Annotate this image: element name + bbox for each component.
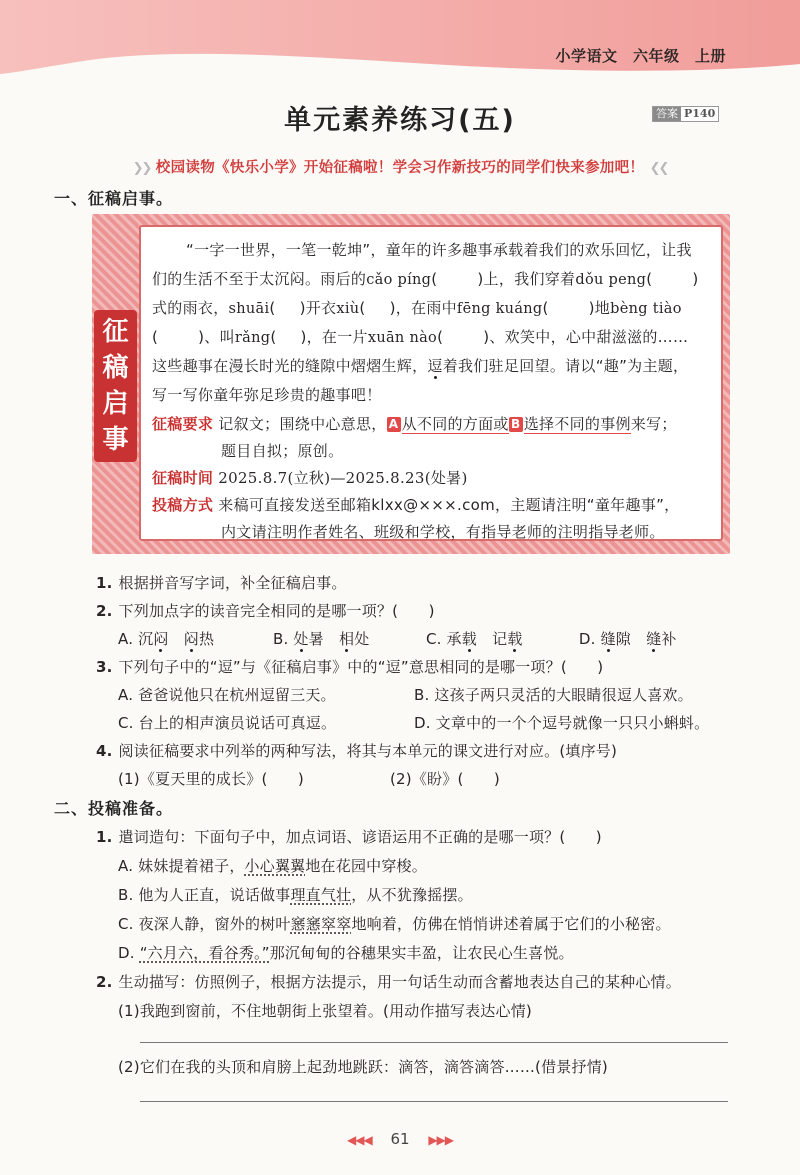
answer-line[interactable] bbox=[140, 1101, 728, 1102]
pinyin: xiù bbox=[336, 301, 360, 317]
time-label: 征稿时间 bbox=[152, 469, 214, 487]
notice-line: 们的生活不至于太沉闷。雨后的cǎo píng( )上，我们穿着dǒu peng( ) bbox=[152, 270, 699, 288]
chevron-left-icon: ❮❮ bbox=[649, 161, 668, 176]
pinyin: bèng tiào bbox=[610, 301, 682, 317]
question-2: 2. 生动描写：仿照例子，根据方法提示，用一句话生动而含蓄地表达自己的某种心情。 bbox=[96, 973, 681, 991]
answer-tag-label: 答案 bbox=[653, 107, 681, 121]
pinyin: fēng kuáng bbox=[456, 301, 543, 317]
header-label: 小学语文 六年级 上册 bbox=[555, 47, 726, 65]
option-c[interactable]: C. 台上的相声演员说话可真逗。 bbox=[118, 714, 337, 732]
method-a-badge: A bbox=[387, 417, 401, 432]
notice-line: 写一写你童年弥足珍贵的趣事吧！ bbox=[152, 386, 382, 404]
option-d[interactable]: D. 文章中的一个个逗号就像一只只小蝌蚪。 bbox=[414, 714, 710, 732]
side-char: 稿 bbox=[102, 353, 129, 383]
section-heading: 一、征稿启事。 bbox=[54, 189, 174, 208]
pinyin: shuāi bbox=[228, 301, 270, 317]
page-footer bbox=[0, 1130, 800, 1148]
submit-label: 投稿方式 bbox=[152, 496, 214, 514]
answer-page-ref: P140 bbox=[681, 107, 718, 121]
banner bbox=[0, 156, 800, 177]
notice-line: “一字一世界，一笔一乾坤”，童年的许多趣事承载着我们的欢乐回忆，让我 bbox=[186, 241, 692, 259]
answer-item[interactable]: (1)《夏天里的成长》( ) bbox=[118, 770, 304, 788]
requirements-line: 题目自拟；原创。 bbox=[221, 442, 344, 460]
dotted-word: “六月六，看谷秀。” bbox=[139, 944, 270, 962]
method-b-badge: B bbox=[509, 417, 523, 432]
side-char: 征 bbox=[102, 317, 129, 347]
dotted-word: 小心翼翼 bbox=[244, 857, 306, 875]
notice-line: 式的雨衣，shuāi( )开衣xiù( )，在雨中fēng kuáng( )地bèng tiào bbox=[152, 299, 682, 317]
page-title: 单元素养练习(五) bbox=[284, 105, 516, 136]
section-heading: 二、投稿准备。 bbox=[54, 799, 174, 818]
pinyin: dǒu peng bbox=[575, 272, 647, 288]
option-d[interactable]: D. “六月六，看谷秀。”那沉甸甸的谷穗果实丰盈，让农民心生喜悦。 bbox=[118, 944, 574, 962]
option-c[interactable]: C. 夜深人静，窗外的树叶窸窸窣窣地响着，仿佛在悄悄讲述着属于它们的小秘密。 bbox=[118, 915, 671, 933]
header-wave-shape bbox=[0, 0, 800, 80]
notice-line: ( )、叫rǎng( )，在一片xuān nào( )、欢笑中，心中甜滋滋的…… bbox=[152, 328, 689, 346]
dotted-char: 逗 bbox=[427, 357, 443, 375]
example-sentence: (1)我跑到窗前，不住地朝街上张望着。(用动作描写表达心情) bbox=[118, 1002, 532, 1020]
page-number: 61 bbox=[390, 1130, 410, 1148]
option-b[interactable]: B. 处暑 相处 bbox=[272, 630, 370, 648]
left-arrows-icon: ◀◀◀ bbox=[346, 1133, 372, 1147]
option-b[interactable]: B. 他为人正直，说话做事理直气壮，从不犹豫摇摆。 bbox=[118, 886, 473, 904]
answer-reference bbox=[652, 106, 719, 122]
question-2: 2. 下列加点字的读音完全相同的是哪一项？( ) bbox=[96, 602, 435, 620]
question-2-options bbox=[118, 628, 677, 649]
answer-item[interactable]: (2)《盼》( ) bbox=[390, 770, 500, 788]
dotted-word: 窸窸窣窣 bbox=[290, 915, 352, 933]
dotted-word: 理直气壮 bbox=[290, 886, 352, 904]
question-1: 1. 遣词造句：下面句子中，加点词语、谚语运用不正确的是哪一项？( ) bbox=[96, 828, 602, 846]
notice-side-title bbox=[94, 310, 137, 462]
pinyin: cǎo píng bbox=[366, 272, 432, 288]
submit-line: 内文请注明作者姓名、班级和学校，有指导老师的注明指导老师。 bbox=[221, 523, 665, 541]
option-b[interactable]: B. 这孩子两只灵活的大眼睛很逗人喜欢。 bbox=[414, 686, 693, 704]
requirements-label: 征稿要求 bbox=[152, 415, 214, 433]
example-sentence: (2)它们在我的头顶和肩膀上起劲地跳跃：滴答，滴答滴答……(借景抒情) bbox=[118, 1058, 608, 1076]
question-4: 4. 阅读征稿要求中列举的两种写法，将其与本单元的课文进行对应。(填序号) bbox=[96, 742, 618, 760]
notice-line: 这些趣事在漫长时光的缝隙中熠熠生辉，逗着我们驻足回望。请以“趣”为主题， bbox=[152, 357, 689, 375]
pinyin: rǎng bbox=[234, 330, 271, 346]
submit-line: 投稿方式 来稿可直接发送至邮箱klxx@×××.com，主题请注明“童年趣事”， bbox=[152, 496, 680, 514]
option-a[interactable]: A. 爸爸说他只在杭州逗留三天。 bbox=[118, 686, 336, 704]
side-char: 事 bbox=[102, 425, 129, 455]
answer-line[interactable] bbox=[140, 1042, 728, 1043]
banner-text: 校园读物《快乐小学》开始征稿啦！学会习作新技巧的同学们快来参加吧！ bbox=[155, 160, 645, 176]
question-3: 3. 下列句子中的“逗”与《征稿启事》中的“逗”意思相同的是哪一项？( ) bbox=[96, 658, 604, 676]
requirements-line: 征稿要求 记叙文；围绕中心意思， A 从不同的方面或 B 选择不同的事例来写； bbox=[152, 415, 677, 433]
option-a[interactable]: A. 沉闷 闷热 bbox=[118, 630, 215, 648]
time-line: 征稿时间 2025.8.7(立秋)—2025.8.23(处暑) bbox=[152, 469, 468, 487]
header-band bbox=[0, 0, 800, 80]
option-a[interactable]: A. 妹妹提着裙子，小心翼翼地在花园中穿梭。 bbox=[118, 857, 427, 875]
chevron-right-icon: ❯❯ bbox=[132, 161, 151, 176]
question-1: 1. 根据拼音写字词，补全征稿启事。 bbox=[96, 574, 347, 592]
option-d[interactable]: D. 缝隙 缝补 bbox=[578, 630, 677, 648]
right-arrows-icon: ▶▶▶ bbox=[428, 1133, 454, 1147]
pinyin: xuān nào bbox=[367, 330, 438, 346]
side-char: 启 bbox=[102, 389, 129, 419]
option-c[interactable]: C. 承载 记载 bbox=[425, 630, 523, 648]
